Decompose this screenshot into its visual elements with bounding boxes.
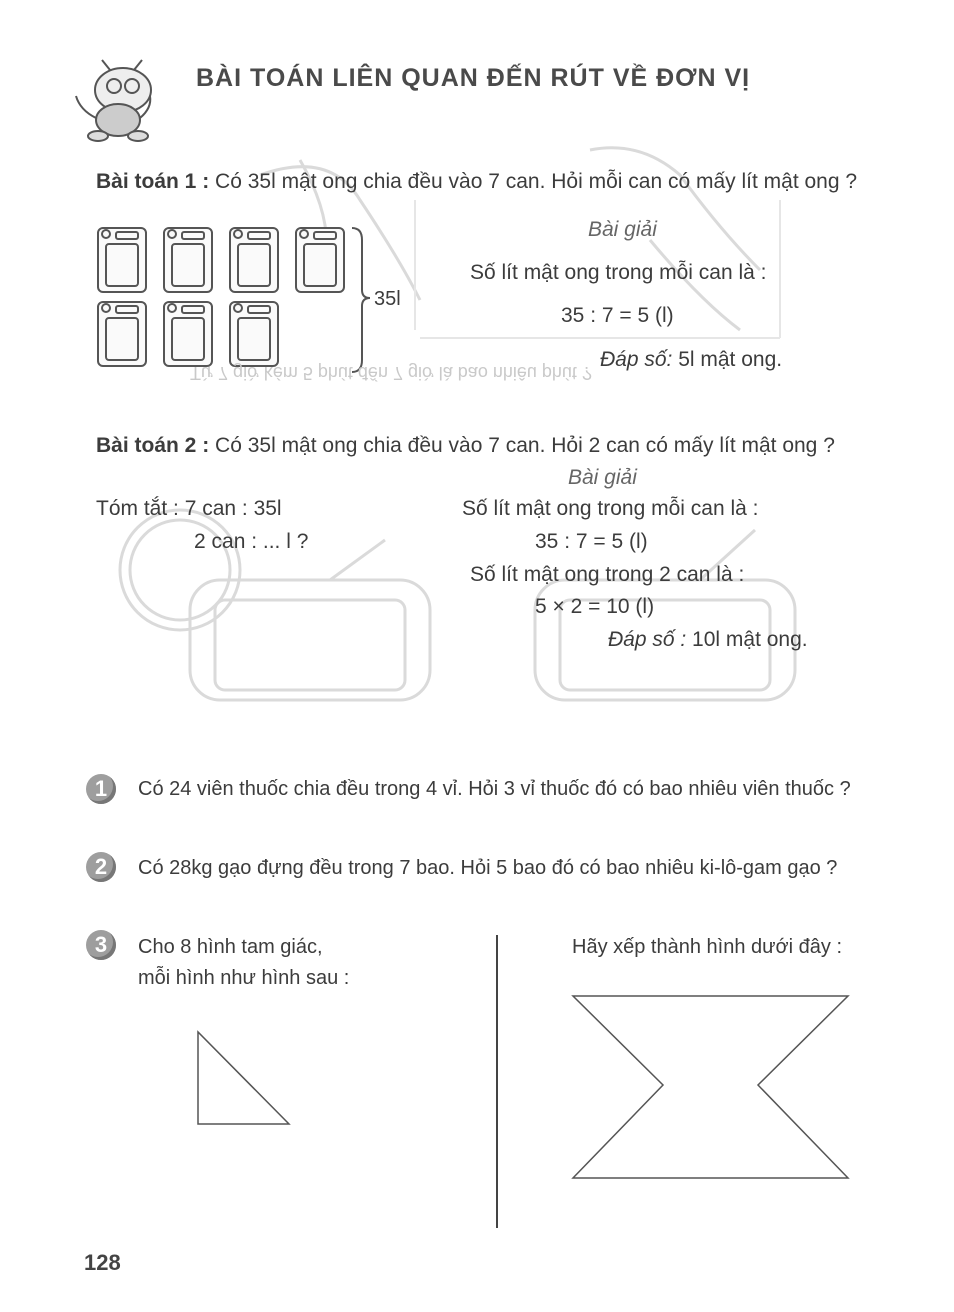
problem1-question: Có 35l mật ong chia đều vào 7 can. Hỏi mỗi can có mấy lít mật ong ? bbox=[215, 170, 858, 193]
problem1-calc1: 35 : 7 = 5 (l) bbox=[561, 304, 674, 327]
problem2-question: Có 35l mật ong chia đều vào 7 can. Hỏi 2 can có mấy lít mật ong ? bbox=[215, 434, 835, 457]
problem2-summary-line1: 7 can : 35l bbox=[184, 497, 282, 520]
exercise-3-text-line1: Cho 8 hình tam giác, bbox=[138, 936, 323, 958]
problem2-calc1: 35 : 7 = 5 (l) bbox=[535, 530, 648, 553]
problem1-step1: Số lít mật ong trong mỗi can là : bbox=[470, 261, 767, 284]
problem2-calc2: 5 × 2 = 10 (l) bbox=[535, 595, 655, 618]
exercise-1-text: Có 24 viên thuốc chia đều trong 4 vỉ. Hỏi 3 vỉ thuốc đó có bao nhiêu viên thuốc ? bbox=[138, 778, 851, 800]
sample-triangle bbox=[198, 1032, 289, 1124]
exercise-3-right-text: Hãy xếp thành hình dưới đây : bbox=[572, 936, 842, 958]
problem1-label: Bài toán 1 : bbox=[96, 170, 210, 193]
exercise-3-badge: 3 bbox=[86, 930, 116, 960]
page-title: BÀI TOÁN LIÊN QUAN ĐẾN RÚT VỀ ĐƠN VỊ bbox=[196, 64, 751, 92]
problem2-step2: Số lít mật ong trong 2 can là : bbox=[470, 563, 745, 586]
problem1-answer-value: 5l mật ong. bbox=[672, 348, 783, 371]
problem1-bracket-label: 35l bbox=[374, 288, 401, 310]
faded-overprint-text: Từ 7 giờ kém 5 phút đến 7 giờ là bao nhiêu phút ? bbox=[190, 363, 592, 383]
problem2-label: Bài toán 2 : bbox=[96, 434, 210, 457]
problem1-solution-heading: Bài giải bbox=[588, 218, 657, 241]
exercise-2-text: Có 28kg gạo đựng đều trong 7 bao. Hỏi 5 bao đó có bao nhiêu ki-lô-gam gạo ? bbox=[138, 857, 838, 879]
problem2-answer-prefix: Đáp số : bbox=[608, 628, 687, 651]
problem2-summary-label: Tóm tắt : bbox=[96, 497, 179, 520]
problem1-answer-prefix: Đáp số: bbox=[600, 348, 673, 371]
exercise-3-text-line2: mỗi hình như hình sau : bbox=[138, 967, 350, 989]
exercise-1-badge: 1 bbox=[86, 774, 116, 804]
problem2-solution-heading: Bài giải bbox=[568, 466, 637, 489]
exercise-2-badge: 2 bbox=[86, 852, 116, 882]
problem2-summary-line2: 2 can : ... l ? bbox=[194, 530, 309, 553]
problem2-step1: Số lít mật ong trong mỗi can là : bbox=[462, 497, 759, 520]
problem2-answer-value: 10l mật ong. bbox=[686, 628, 808, 651]
page-number: 128 bbox=[84, 1250, 121, 1275]
target-hourglass-shape bbox=[573, 996, 848, 1178]
